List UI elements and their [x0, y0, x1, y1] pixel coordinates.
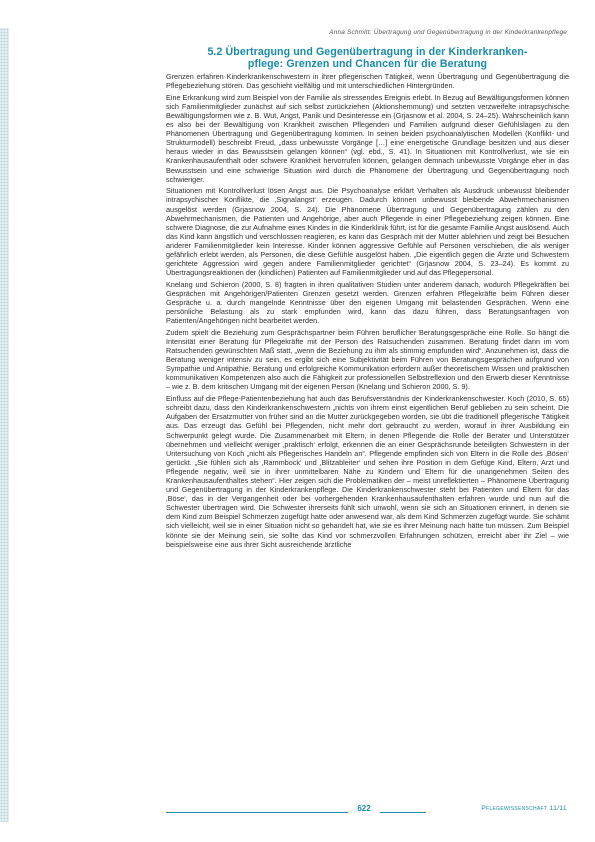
paragraph-1: Grenzen erfahren Kinderkrankenschwestern in ihrer pflegerischen Tätigkeit, wenn Übertragung und Gegenübertragung die Pflegebeziehung stören. Das geschieht vielfältig und mit unterschiedlichen Hintergründen.	[166, 72, 569, 91]
paragraph-2: Eine Erkrankung wird zum Beispiel von der Familie als stressendes Ereignis erlebt. In Bezug auf Bewältigungsformen können sich Familienmitglieder zunächst auf sich selbst zurückziehen (Aktionshemmung) und setzten verzweifelte intrapsychische Bewältigungsformen wie z. B. Wut, Angst, Panik und Desinteresse ein (Grjasnow et al. 2004, S. 24–25). Wahrscheinlich kann es also bei der Bewältigung von Krankheit zwischen Pflegenden und Familien aufgrund dieser Gefühlslagen zu den Phänomenen Übertragung und Gegenübertragung kommen. In seinen beiden psychoanalytischen Modellen (Konflikt- und Strukturmodell) beschreibt Freud, „dass unbewusste Vorgänge […] eine energetische Grundlage besitzen und aus dieser heraus wieder in das Bewusstsein gelangen können“ (vgl. ebd., S. 41). In Situationen mit Kontrollverlust, wie sie ein Krankenhausaufenthalt oder schwere Krankheit hervorrufen können, gelangen demnach unbewusste Vorgänge eher in das Bewusstsein und eine schwierige Situation wird durch die Phänomene der Übertragung und Gegenübertragung noch schwieriger.	[166, 92, 569, 184]
article-column	[166, 46, 569, 551]
sidebar-dot-pattern	[0, 28, 9, 822]
running-header: Anna Schmitt: Übertragung und Gegenübertragung in der Kinderkrankenpflege	[329, 29, 567, 36]
paragraph-5: Zudem spielt die Beziehung zum Gesprächspartner beim Führen beruflicher Beratungsgespräche eine Rolle. So hängt die Intensität einer Beratung für Pflegekräfte mit der Person des Ratsuchenden zusammen. Beratung findet dann im vom Ratsuchenden gewünschten Maß statt, „wenn die Beziehung zu ihm als stimmig empfunden wird“. Anzunehmen ist, dass die Beratung weniger intensiv zu sein, es ergibt sich eine Subjektivität beim Führen von Beratungsgesprächen aufgrund von Sympathie und Antipathie. Beratung und erfolgreiche Kommunikation erfordern außer theoretischem Wissen und praktischen kommunikativen Kompetenzen also auch die Fähigkeit zur professionellen Selbstreflexion und den Erwerb dieser Kenntnisse – wie z. B. dem kritischen Umgang mit der eigenen Person (Knelang und Schieron 2000, S. 9).	[166, 327, 569, 392]
section-title	[166, 46, 569, 70]
paragraph-4: Knelang und Schieron (2000, S. 8) fragten in ihren qualitativen Studien unter anderem danach, wodurch Pflegekräften bei Gesprächen mit Angehörigen/Patienten Grenzen gesetzt werden. Grenzen erfahren Pflegekräfte beim Führen dieser Gespräche u. a. durch mangelnde Kenntnisse über den eigenen Umgang mit belastenden Gesprächen. Wenn eine persönliche Belastung als zu stark empfunden wird, kann das dazu führen, dass Beratungsanfragen von Patienten/Angehörigen nicht bearbeitet werden.	[166, 279, 569, 326]
journal-name: Pflegewissenschaft	[481, 805, 548, 812]
journal-reference	[481, 805, 567, 812]
section-title-line-2: pflege: Grenzen und Chancen für die Beratung	[247, 58, 488, 70]
section-title-line-1: 5.2 Übertragung und Gegenübertragung in der Kinderkranken-	[207, 46, 528, 58]
journal-issue: 11/11	[549, 805, 567, 812]
paragraph-6: Einfluss auf die Pflege-Patientenbeziehung hat auch das Berufsverständnis der Kinderkrankenschwester. Koch (2010, S. 65) schreibt dazu, dass den Kinderkrankenschwestern „nichts von ihrem einst eigentlichen Beruf geblieben zu sein scheint. Die Aufgaben der Ersatzmutter von früher sind an die Mutter zurückgegeben worden, sie übt die traditionell pflegerische Tätigkeit aus. Das erzeugt das Gefühl bei Pflegenden, nicht mehr dort gebraucht zu werden, worauf in ihrer Ausbildung ein Schwerpunkt gelegt wurde. Die Zusammenarbeit mit Eltern, in denen Pflegende die Rolle der Berater und Unterstützer übernehmen und vielleicht weniger ‚praktisch‘ erfolgt, erkennen die an einer Gesprächsrunde beteiligten Schwestern in der Untersuchung von Koch „nicht als Pflegerisches Handeln an“. Pflegende empfinden sich von Eltern in die Rolle des ‚Bösen‘ gerückt. „Sie fühlen sich als ‚Rammbock‘ und ‚Blitzableiter‘ und sehen ihre Position in dem Gefüge Kind, Eltern, Arzt und Pflegende negativ, weil sie in ihrer unmittelbaren Nähe zu Kindern und Eltern für die unangenehmen Seiten des Krankenhausaufenthaltes stehen“. Hier zeigen sich die Problematiken der – meist unreflektierten – Phänomene Übertragung und Gegenübertragung in der Kinderkrankenpflege. Die Kinderkrankenschwester steht bei Patienten und Eltern für das ‚Böse‘, das in der Vergangenheit oder bei vorhergehenden Krankenhausaufenthalten erfahren wurde und nun auf die Schwester übertragen wird. Die Schwester ihrerseits fühlt sich unwohl, wenn sie sich an Situationen erinnert, in denen sie dem Kind zum Beispiel Schmerzen zugefügt hatte oder anwesend war, als dem Kind Schmerzen zugefügt wurde. Sie schämt sich vielleicht, weil sie in einer Situation nicht so gehandelt hat, wie sie es ihrer Meinung nach hätte tun müssen. Zum Beispiel könnte sie der Meinung sein, sie sollte das Kind vor schmerzvollen Erfahrungen schützen, erreicht aber ihr Ziel – wie beispielsweise eine aus ihrer Sicht ausreichende ärztliche	[166, 394, 569, 549]
paragraph-3: Situationen mit Kontrollverlust lösen Angst aus. Die Psychoanalyse erklärt Verhalten als Ausdruck unbewusst bleibender intrapsychischer Konflikte, die ‚Signalangst‘ erzeugen. Dadurch können unbewusst bleibende Abwehrmechanismen ausgelöst werden (Grjasnow 2004, S. 24). Die Phänomene Übertragung und Gegenübertragung zählen zu den Abwehrmechanismen, die Patienten und Angehörige, aber auch Pflegende in einer Pflegebeziehung zeigen können. Eine schwere Diagnose, die zur Aufnahme eines Kindes in die Kinderklinik führt, ist für die gesamte Familie Angst auslösend. Auch das Kind kann ängstlich und verschlossen reagieren, es kann das Gespräch mit der Mutter ablehnen und zeigt bei Besuchen anderer Familienmitglieder kein Interesse. Kinder können aggressive Gefühle auf Personen verschieben, die als weniger gefährlich erlebt werden, als Personen, die diese Gefühle ausgelöst haben. „Die eigentlich gegen die Ärzte und Schwestern gerichtete Aggression wird gegen andere Familienmitglieder gerichtet“ (Grjasnow 2004, S. 23–24). Es kommt zu Übertragungsreaktionen der (kindlichen) Patienten auf Familienmitglieder und auf das Pflegepersonal.	[166, 186, 569, 278]
footer-rule	[166, 812, 426, 813]
page-number: 622	[348, 804, 380, 813]
